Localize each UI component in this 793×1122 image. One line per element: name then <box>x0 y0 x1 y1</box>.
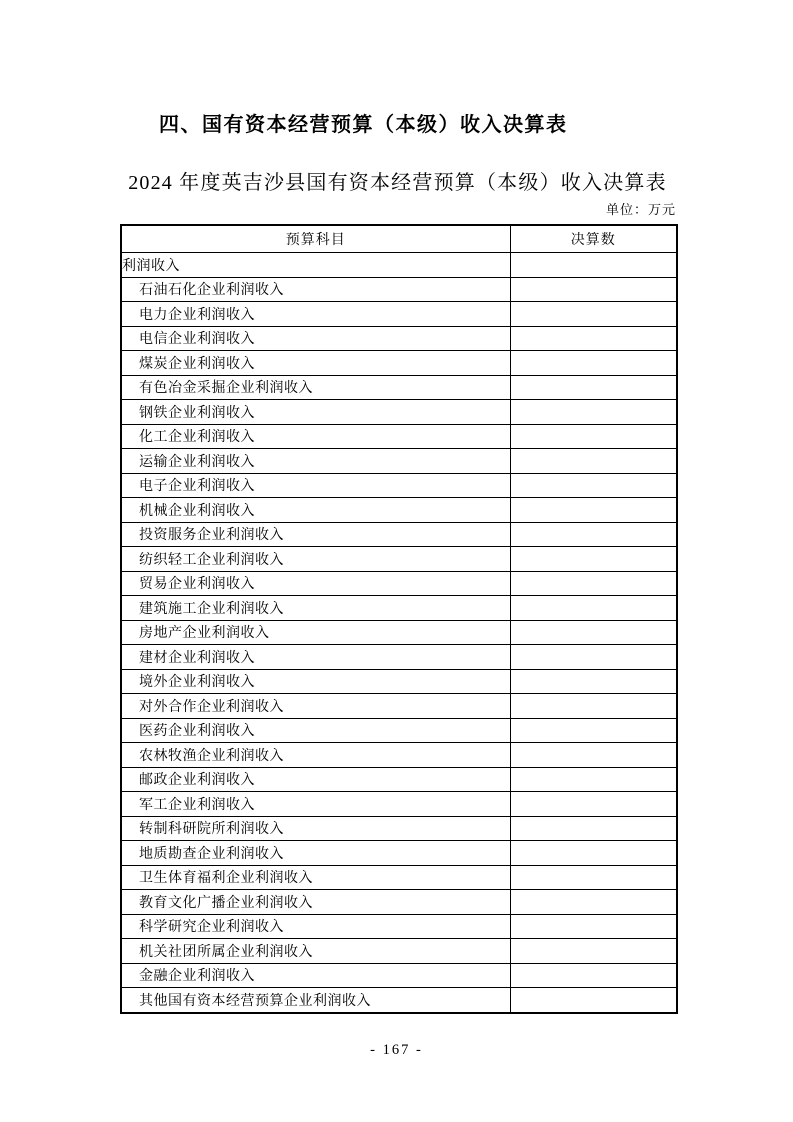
table-row <box>121 963 677 988</box>
value-cell <box>510 743 677 768</box>
subject-cell: 电信企业利润收入 <box>121 326 510 351</box>
table-row <box>121 694 677 719</box>
table-row <box>121 424 677 449</box>
table-row <box>121 326 677 351</box>
value-cell <box>510 277 677 302</box>
value-cell <box>510 914 677 939</box>
value-cell <box>510 473 677 498</box>
value-cell <box>510 939 677 964</box>
table-row <box>121 253 677 278</box>
value-cell <box>510 498 677 523</box>
table-row <box>121 914 677 939</box>
table-header <box>121 225 677 253</box>
table-row <box>121 718 677 743</box>
table-row <box>121 890 677 915</box>
subject-cell: 转制科研院所利润收入 <box>121 816 510 841</box>
subject-cell: 其他国有资本经营预算企业利润收入 <box>121 988 510 1013</box>
value-cell <box>510 375 677 400</box>
value-cell <box>510 816 677 841</box>
value-cell <box>510 718 677 743</box>
value-cell <box>510 890 677 915</box>
subject-cell: 电子企业利润收入 <box>121 473 510 498</box>
subject-cell: 境外企业利润收入 <box>121 669 510 694</box>
value-cell <box>510 645 677 670</box>
subject-cell: 建筑施工企业利润收入 <box>121 596 510 621</box>
value-cell <box>510 620 677 645</box>
value-cell <box>510 253 677 278</box>
column-header-subject: 预算科目 <box>121 225 510 253</box>
subject-cell: 邮政企业利润收入 <box>121 767 510 792</box>
value-cell <box>510 841 677 866</box>
subject-cell: 机械企业利润收入 <box>121 498 510 523</box>
value-cell <box>510 400 677 425</box>
subject-cell: 机关社团所属企业利润收入 <box>121 939 510 964</box>
value-cell <box>510 694 677 719</box>
table-row <box>121 571 677 596</box>
table-row <box>121 939 677 964</box>
table-row <box>121 302 677 327</box>
subject-cell: 农林牧渔企业利润收入 <box>121 743 510 768</box>
table-row <box>121 277 677 302</box>
value-cell <box>510 547 677 572</box>
table-row <box>121 449 677 474</box>
subject-cell: 运输企业利润收入 <box>121 449 510 474</box>
table-row <box>121 596 677 621</box>
subject-cell: 医药企业利润收入 <box>121 718 510 743</box>
value-cell <box>510 767 677 792</box>
table-row <box>121 792 677 817</box>
subject-cell: 石油石化企业利润收入 <box>121 277 510 302</box>
table-row <box>121 547 677 572</box>
subject-cell: 有色冶金采掘企业利润收入 <box>121 375 510 400</box>
budget-table <box>120 224 678 1014</box>
subject-cell: 教育文化广播企业利润收入 <box>121 890 510 915</box>
subject-cell: 科学研究企业利润收入 <box>121 914 510 939</box>
table-body <box>121 253 677 1013</box>
value-cell <box>510 522 677 547</box>
value-cell <box>510 302 677 327</box>
table-row <box>121 522 677 547</box>
subject-cell: 钢铁企业利润收入 <box>121 400 510 425</box>
value-cell <box>510 596 677 621</box>
header-row <box>121 225 677 253</box>
table-title: 2024 年度英吉沙县国有资本经营预算（本级）收入决算表 <box>128 172 667 194</box>
table-row <box>121 988 677 1013</box>
column-header-amount: 决算数 <box>510 225 677 253</box>
value-cell <box>510 963 677 988</box>
value-cell <box>510 326 677 351</box>
table-row <box>121 400 677 425</box>
table-row <box>121 498 677 523</box>
subject-cell: 投资服务企业利润收入 <box>121 522 510 547</box>
table-row <box>121 743 677 768</box>
subject-cell: 地质勘查企业利润收入 <box>121 841 510 866</box>
table-row <box>121 620 677 645</box>
subject-cell: 贸易企业利润收入 <box>121 571 510 596</box>
value-cell <box>510 988 677 1013</box>
subject-cell: 电力企业利润收入 <box>121 302 510 327</box>
value-cell <box>510 865 677 890</box>
value-cell <box>510 669 677 694</box>
value-cell <box>510 571 677 596</box>
subject-cell: 房地产企业利润收入 <box>121 620 510 645</box>
value-cell <box>510 449 677 474</box>
subject-cell: 金融企业利润收入 <box>121 963 510 988</box>
section-title: 四、国有资本经营预算（本级）收入决算表 <box>159 114 568 136</box>
table-row <box>121 473 677 498</box>
table-row <box>121 375 677 400</box>
unit-label: 单位：万元 <box>605 202 676 217</box>
subject-cell: 军工企业利润收入 <box>121 792 510 817</box>
page-number: - 167 - <box>370 1042 423 1058</box>
value-cell <box>510 351 677 376</box>
subject-cell: 化工企业利润收入 <box>121 424 510 449</box>
table-row <box>121 767 677 792</box>
table-row <box>121 865 677 890</box>
subject-cell: 卫生体育福利企业利润收入 <box>121 865 510 890</box>
value-cell <box>510 792 677 817</box>
subject-cell: 利润收入 <box>121 253 510 278</box>
subject-cell: 煤炭企业利润收入 <box>121 351 510 376</box>
table-row <box>121 669 677 694</box>
subject-cell: 对外合作企业利润收入 <box>121 694 510 719</box>
table-row <box>121 645 677 670</box>
subject-cell: 纺织轻工企业利润收入 <box>121 547 510 572</box>
table-row <box>121 841 677 866</box>
table-row <box>121 816 677 841</box>
table-row <box>121 351 677 376</box>
subject-cell: 建材企业利润收入 <box>121 645 510 670</box>
value-cell <box>510 424 677 449</box>
